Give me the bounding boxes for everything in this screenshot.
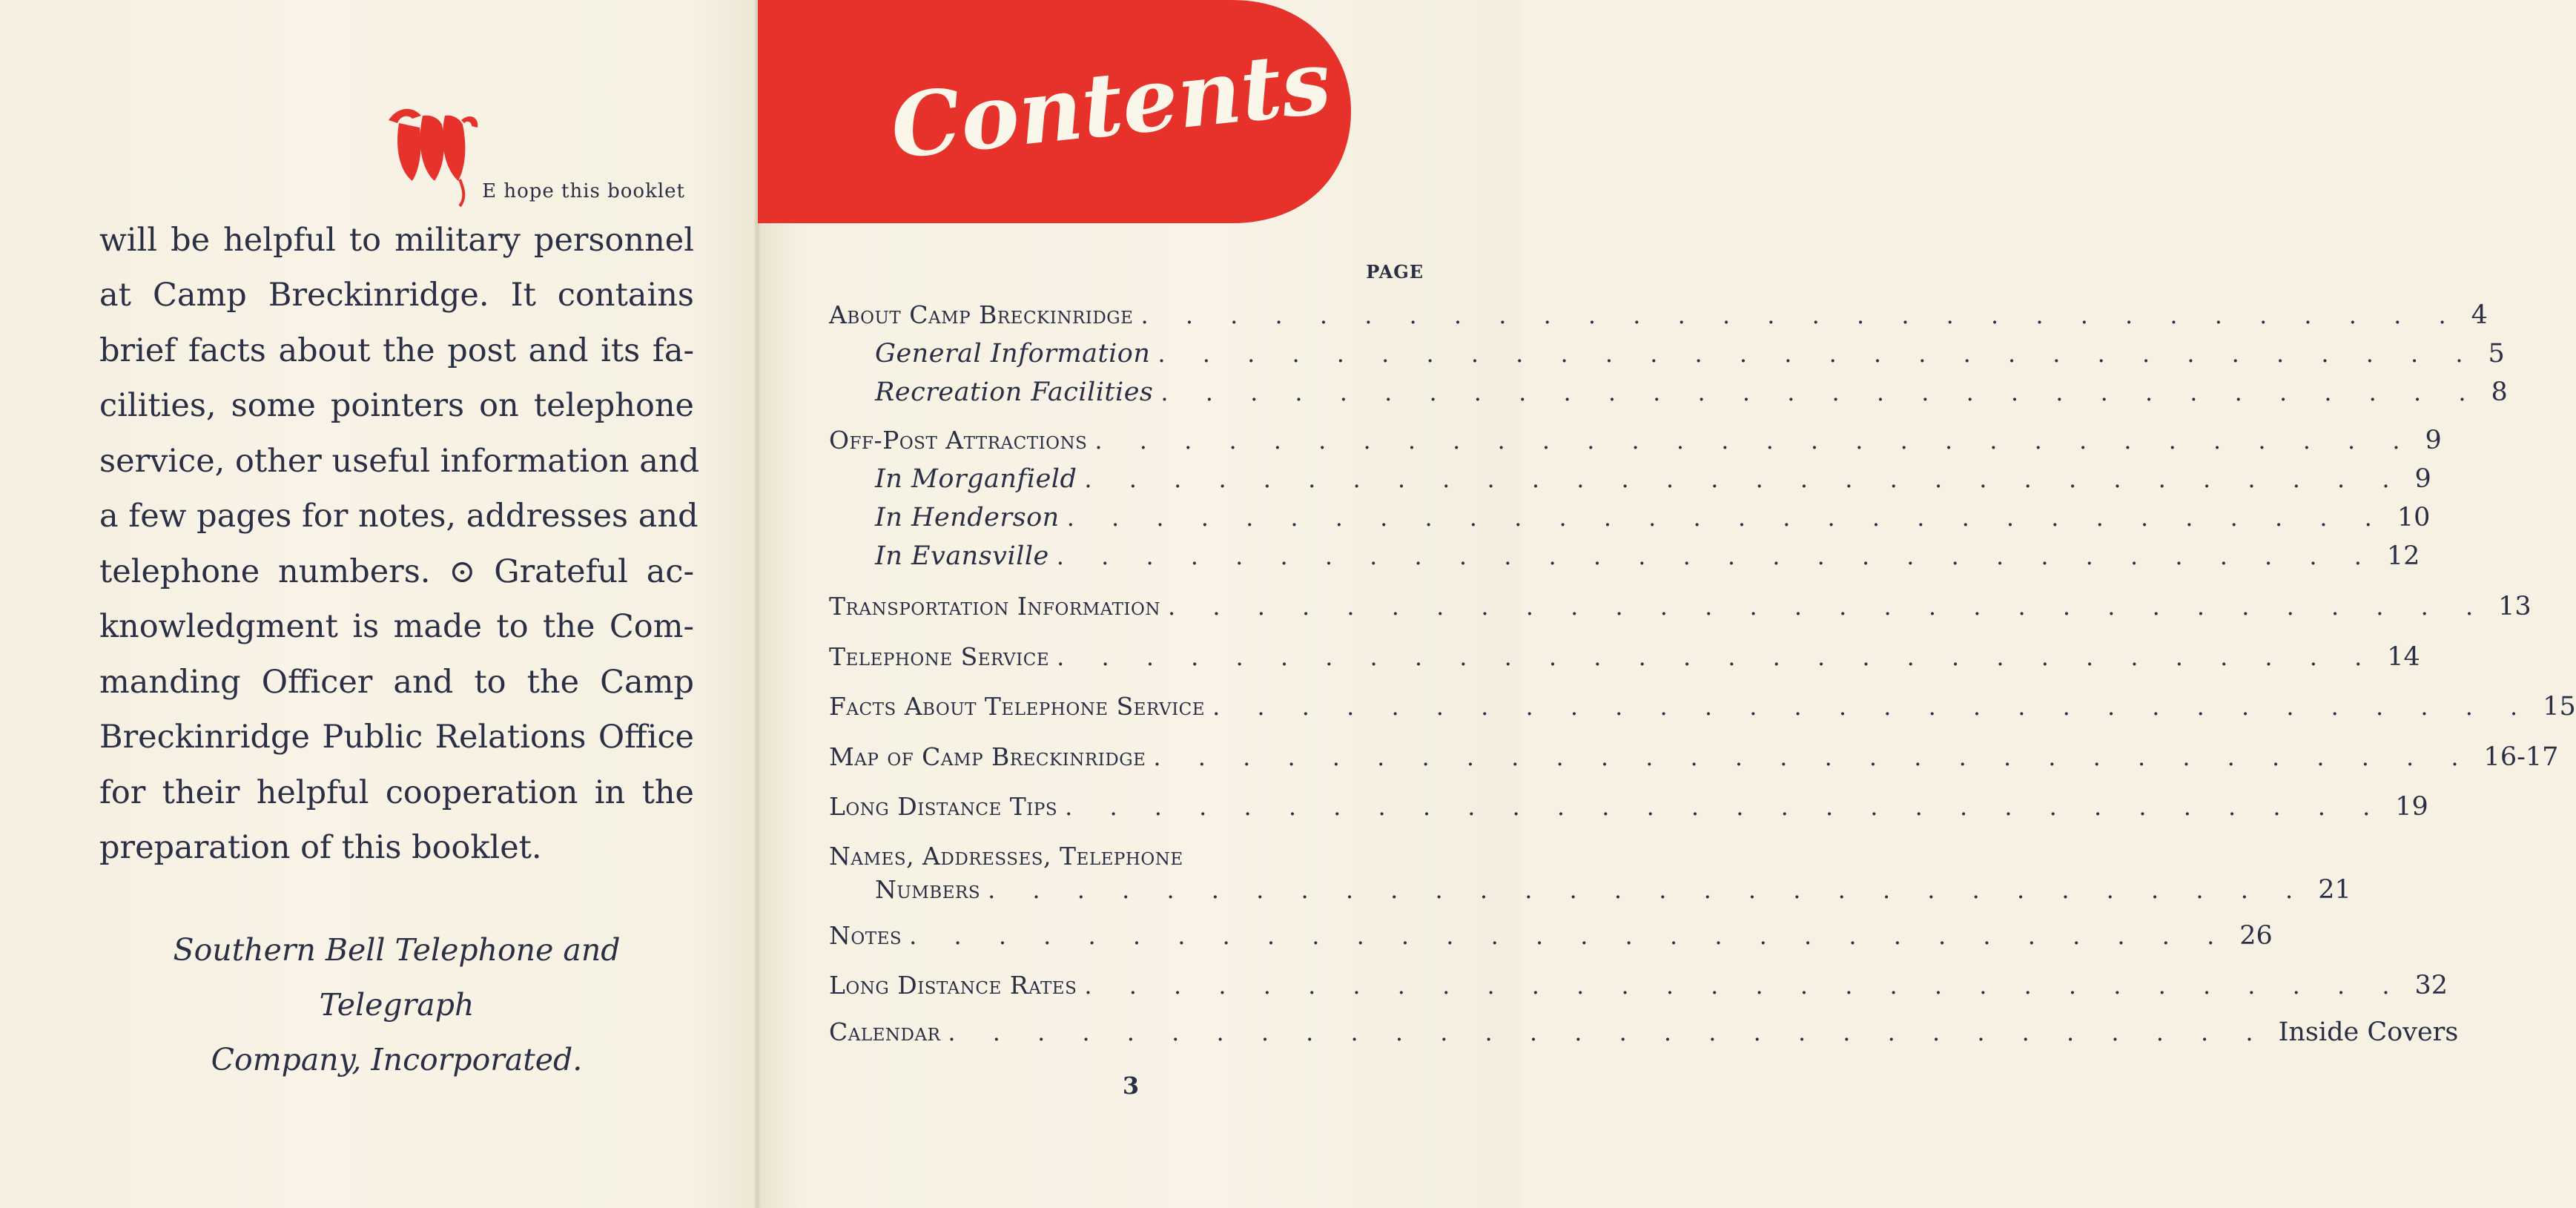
intro-line-2: will be helpful to military personnel	[99, 221, 694, 259]
toc-leader-dots: . . . . . . . . . . . . . . . . . . . . . . . . . . . . . .	[1057, 643, 2377, 671]
toc-entry-title: Recreation Facilities	[875, 377, 1154, 407]
toc-leader-dots: . . . . . . . . . . . . . . . . . . . . . . . . . . . . . .	[1140, 301, 2461, 329]
toc-entry	[829, 1017, 2459, 1056]
toc-entry-page: 13	[2498, 592, 2532, 621]
banner-title: Contents	[885, 30, 1335, 179]
toc-entry-title: Long Distance Tips	[829, 792, 1058, 821]
toc-entry	[829, 503, 2431, 541]
toc-entry-page: 15	[2543, 692, 2576, 722]
toc-entry	[829, 792, 2428, 831]
toc-entry-title: Long Distance Rates	[829, 971, 1077, 1000]
toc-entry-title: Notes	[829, 921, 902, 950]
toc-entry	[829, 464, 2431, 503]
toc-entry	[829, 642, 2420, 681]
toc-entry-title: Names, Addresses, Telephone	[829, 842, 1183, 871]
toc-entry-title: Map of Camp Breckinridge	[829, 742, 1146, 771]
intro-paragraph	[99, 157, 700, 876]
toc-leader-dots: . . . . . . . . . . . . . . . . . . . . . . . . . . . . . .	[1056, 542, 2377, 570]
toc-entry-title: Off-Post Attractions	[829, 426, 1088, 455]
intro-line-1	[99, 157, 694, 213]
intro-line-9: knowledgment is made to the Com-	[99, 608, 694, 645]
intro-line-5: cilities, some pointers on telephone	[99, 387, 694, 424]
toc-leader-dots: . . . . . . . . . . . . . . . . . . . . . . . . . . . . . .	[1160, 378, 2481, 406]
signature-line-2: Company, Incorporated.	[211, 1042, 583, 1077]
toc-entry	[829, 742, 2559, 781]
toc-entry	[829, 875, 2351, 914]
publisher-signature	[99, 922, 694, 1087]
toc-leader-dots: . . . . . . . . . . . . . . . . . . . . . . . . . . . . . .	[1084, 465, 2405, 493]
toc-entry	[829, 426, 2442, 464]
toc-entry-title: In Morganfield	[875, 464, 1077, 494]
toc-leader-dots: . . . . . . . . . . . . . . . . . . . . . . . . . . . . . .	[948, 1018, 2268, 1046]
toc-leader-dots: . . . . . . . . . . . . . . . . . . . . . . . . . . . . . .	[1094, 426, 2415, 455]
toc-entry	[829, 921, 2273, 960]
intro-line-13: preparation of this booklet.	[99, 829, 542, 866]
toc-entry-page: 5	[2488, 339, 2505, 369]
toc-leader-dots: . . . . . . . . . . . . . . . . . . . . . . . . . . . . . .	[1153, 743, 2474, 771]
toc-leader-dots: . . . . . . . . . . . . . . . . . . . . . . . . . . . . . .	[1168, 593, 2489, 621]
toc-entry-title: In Evansville	[875, 541, 1049, 571]
toc-leader-dots: . . . . . . . . . . . . . . . . . . . . . . . . . . . . . .	[1212, 693, 2533, 721]
toc-entry-page: 21	[2318, 875, 2351, 905]
toc-entry	[829, 377, 2508, 416]
toc-entry	[829, 541, 2420, 580]
drop-cap-w-icon	[383, 98, 486, 209]
intro-line-6: service, other useful information and	[99, 442, 700, 480]
drop-cap-letter	[383, 157, 482, 202]
page-number: 3	[1122, 1072, 1140, 1100]
intro-line-4: brief facts about the post and its fa-	[99, 331, 694, 369]
intro-line-10: manding Officer and to the Camp	[99, 663, 694, 701]
intro-line-8: telephone numbers. ⊙ Grateful ac-	[99, 552, 694, 590]
toc-entry	[829, 692, 2576, 730]
toc-leader-dots: . . . . . . . . . . . . . . . . . . . . . . . . . . . . . .	[909, 922, 2230, 950]
toc-entry-title: About Camp Breckinridge	[829, 300, 1134, 329]
toc-entry	[829, 592, 2532, 630]
intro-line-11: Breckinridge Public Relations Office	[99, 719, 694, 756]
toc-entry-title: General Information	[875, 339, 1151, 369]
toc-leader-dots: . . . . . . . . . . . . . . . . . . . . . . . . . . . . . .	[1157, 340, 2478, 368]
toc-leader-dots: . . . . . . . . . . . . . . . . . . . . . . . . . . . . . .	[988, 876, 2308, 904]
toc-leader-dots: . . . . . . . . . . . . . . . . . . . . . . . . . . . . . .	[1066, 504, 2387, 532]
intro-line-12: for their helpful cooperation in the	[99, 773, 694, 811]
toc-entry-title: In Henderson	[875, 503, 1060, 532]
toc-entry-title: Calendar	[829, 1017, 941, 1046]
toc-entry-page: 12	[2386, 541, 2420, 571]
toc-leader-dots: . . . . . . . . . . . . . . . . . . . . . . . . . . . . . .	[1065, 793, 2385, 821]
intro-text-line: E hope this booklet	[482, 180, 685, 202]
toc-entry-page: 9	[2414, 464, 2431, 494]
toc-entry-page: Inside Covers	[2278, 1017, 2459, 1047]
page-column-header: PAGE	[1366, 261, 1424, 283]
toc-entry-page: 9	[2425, 426, 2442, 455]
toc-entry-title: Numbers	[875, 875, 981, 904]
intro-line-3: at Camp Breckinridge. It contains	[99, 277, 694, 314]
toc-entry-title: Transportation Information	[829, 592, 1160, 621]
toc-entry-title: Facts About Telephone Service	[829, 692, 1206, 721]
toc-entry-page: 26	[2239, 921, 2273, 951]
contents-banner	[758, 0, 1351, 223]
toc-entry	[829, 971, 2448, 1009]
toc-entry	[829, 339, 2505, 377]
toc-entry-page: 14	[2387, 642, 2420, 672]
toc-entry-page: 8	[2491, 377, 2508, 407]
intro-line-7: a few pages for notes, addresses and	[99, 498, 699, 535]
toc-entry-page: 16-17	[2483, 742, 2559, 772]
toc-leader-dots: . . . . . . . . . . . . . . . . . . . . . . . . . . . . . .	[1084, 971, 2405, 1000]
toc-entry-page: 4	[2471, 300, 2488, 330]
toc-entry-title: Telephone Service	[829, 642, 1050, 671]
signature-line-1: Southern Bell Telephone and Telegraph	[173, 932, 621, 1023]
toc-entry	[829, 300, 2488, 339]
toc-entry-page: 19	[2395, 792, 2428, 822]
toc-entry-page: 32	[2414, 971, 2448, 1000]
toc-entry-page: 10	[2397, 503, 2431, 532]
